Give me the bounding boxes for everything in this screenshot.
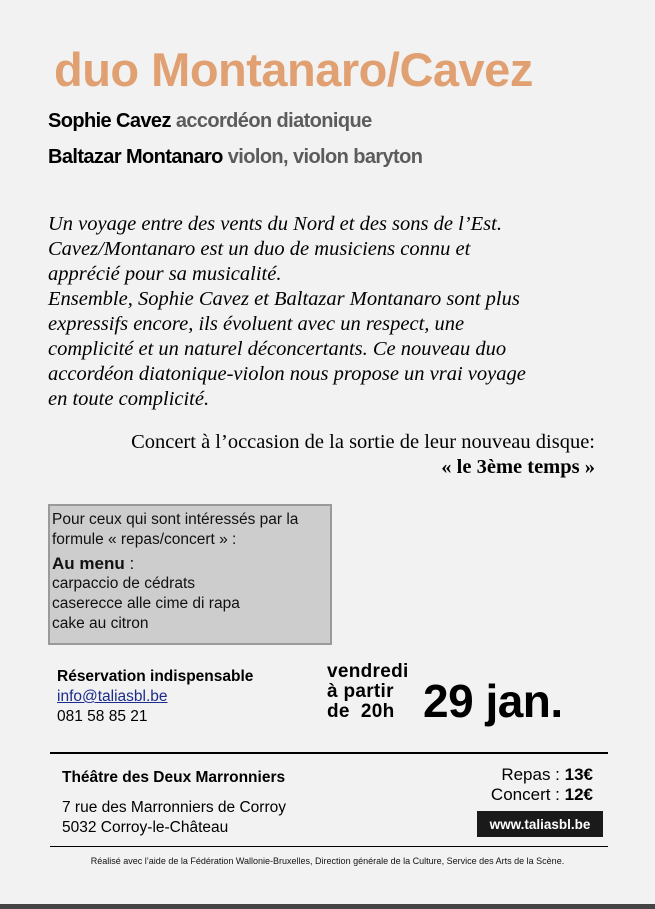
description-line: apprécié pour sa musicalité.	[48, 263, 282, 285]
description-line: Un voyage entre des vents du Nord et des sons de l’Est.	[48, 213, 502, 235]
reservation-label: Réservation indispensable	[57, 668, 254, 685]
price-value: 12€	[564, 785, 593, 804]
description	[48, 212, 608, 412]
venue-info	[62, 768, 286, 838]
artist-line	[48, 146, 422, 169]
price-concert	[491, 785, 593, 805]
artist-line	[48, 110, 372, 133]
description-line: Ensemble, Sophie Cavez et Baltazar Montanaro sont plus	[48, 288, 520, 310]
weekday: vendredi	[327, 661, 409, 682]
menu-heading-colon: :	[124, 554, 135, 573]
divider	[50, 846, 608, 847]
artist-name: Baltazar Montanaro	[48, 146, 223, 168]
time-line: à partir	[327, 681, 394, 702]
reservation-info	[57, 667, 253, 727]
event-date: 29 jan.	[423, 675, 563, 727]
menu-heading	[52, 554, 330, 574]
description-line: Cavez/Montanaro est un duo de musiciens connu et	[48, 238, 471, 260]
page-title: duo Montanaro/Cavez	[54, 43, 533, 96]
artist-instrument: violon, violon baryton	[227, 146, 423, 168]
menu-box	[48, 504, 332, 645]
price-repas	[491, 765, 593, 785]
description-line: accordéon diatonique-violon nous propose un vrai voyage	[48, 363, 526, 385]
artist-instrument: accordéon diatonique	[175, 110, 372, 132]
menu-intro: Pour ceux qui sont intéressés par la	[52, 511, 299, 528]
price-value: 13€	[564, 765, 593, 784]
menu-item: caserecce alle cime di rapa	[52, 595, 240, 612]
description-line: expressifs encore, ils évoluent avec un respect, une	[48, 313, 465, 335]
artist-name: Sophie Cavez	[48, 110, 171, 132]
menu-intro: formule « repas/concert » :	[52, 531, 237, 548]
concert-announcement	[131, 430, 595, 480]
menu-heading-label: Au menu	[52, 554, 125, 573]
menu-item: carpaccio de cédrats	[52, 575, 196, 592]
prices	[491, 765, 593, 805]
description-line: en toute complicité.	[48, 388, 210, 410]
concert-text: Concert à l’occasion de la sortie de leur nouveau disque:	[131, 431, 595, 453]
time-line: de 20h	[327, 701, 395, 722]
date-time	[327, 662, 409, 722]
website-link[interactable]: www.taliasbl.be	[477, 811, 603, 837]
album-title: « le 3ème temps »	[441, 456, 595, 478]
price-label: Concert :	[490, 785, 565, 804]
email-link[interactable]: info@taliasbl.be	[57, 688, 168, 705]
credits-text: Réalisé avec l’aide de la Fédération Wallonie-Bruxelles, Direction générale de la Culture, Service des Arts de la Scène.	[90, 856, 565, 866]
description-line: complicité et un naturel déconcertants. Ce nouveau duo	[48, 338, 507, 360]
price-label: Repas :	[501, 765, 565, 784]
divider	[50, 752, 608, 754]
menu-item: cake au citron	[52, 615, 149, 632]
phone-number: 081 58 85 21	[57, 708, 148, 725]
bottom-border	[0, 904, 655, 909]
venue-name: Théâtre des Deux Marronniers	[62, 769, 286, 786]
venue-address: 5032 Corroy-le-Château	[62, 819, 229, 836]
venue-address: 7 rue des Marronniers de Corroy	[62, 799, 286, 816]
